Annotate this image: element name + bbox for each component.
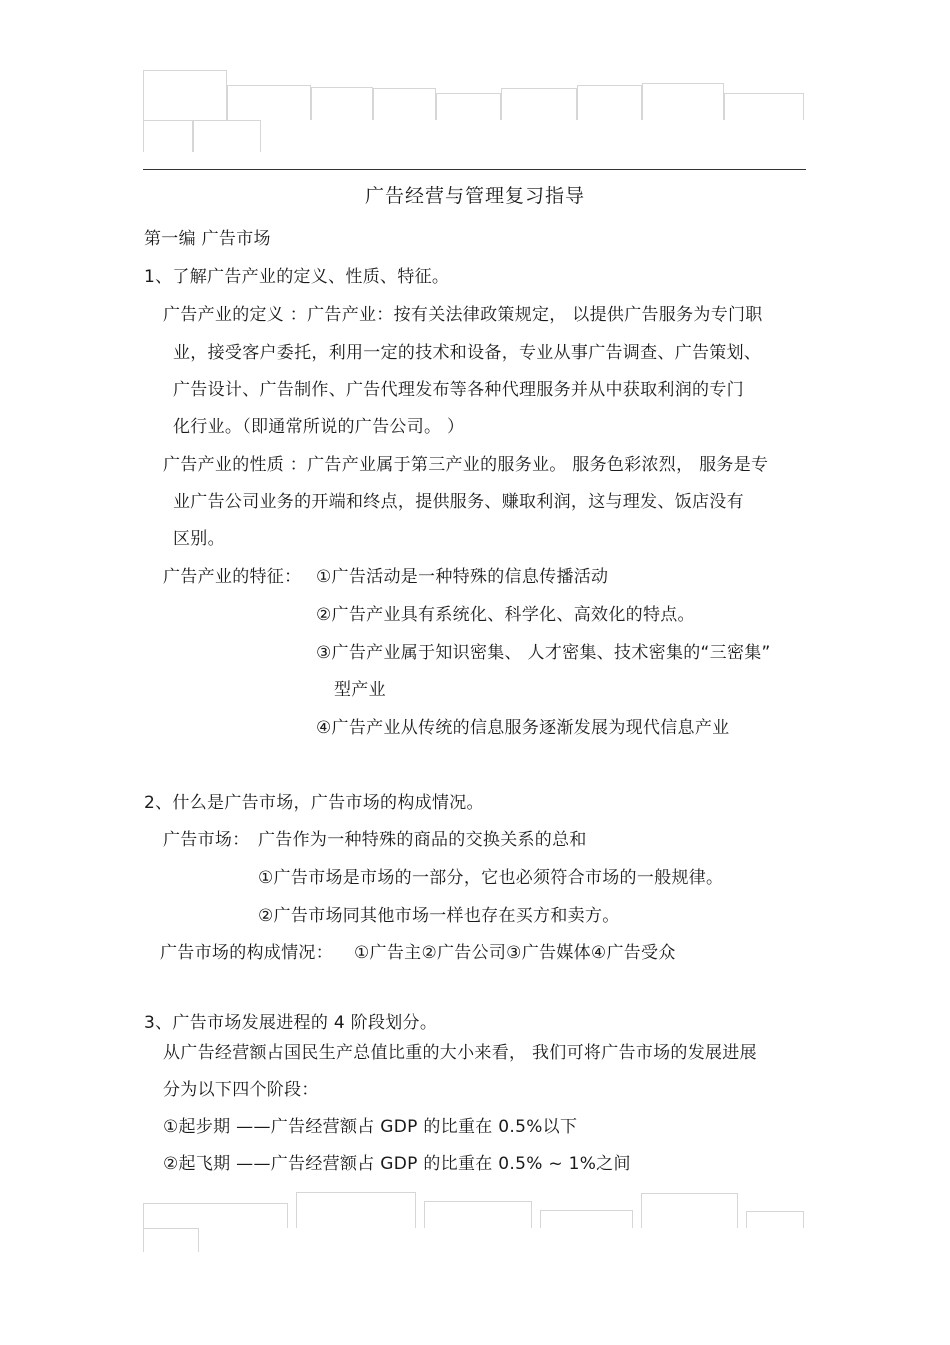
- decorative-frame: [193, 120, 261, 152]
- feature-item: ④广告产业从传统的信息服务逐渐发展为现代信息产业: [316, 718, 730, 738]
- definition-line: 广告设计、广告制作、广告代理发布等各种代理服务并从中获取利润的专门: [173, 380, 744, 400]
- decorative-frame: [311, 87, 373, 120]
- definition-line: 化行业。（即通常所说的广告公司。 ）: [173, 417, 465, 437]
- decorative-frame: [296, 1192, 416, 1228]
- composition-list: ①广告主②广告公司③广告媒体④广告受众: [354, 943, 676, 963]
- feature-item: 型产业: [334, 680, 386, 700]
- market-point: ①广告市场是市场的一部分，它也必须符合市场的一般规律。: [258, 868, 724, 888]
- question-3-heading: 3、广告市场发展进程的 4 阶段划分。: [144, 1013, 438, 1033]
- header-rule: [143, 169, 806, 170]
- nature-line: 广告产业的性质 ：广告产业属于第三产业的服务业。 服务色彩浓烈， 服务是专: [163, 455, 769, 475]
- part-heading: 第一编 广告市场: [144, 229, 271, 249]
- decorative-frame: [501, 88, 577, 120]
- decorative-frame: [540, 1210, 633, 1228]
- decorative-frame: [373, 88, 436, 120]
- market-definition: 广告作为一种特殊的商品的交换关系的总和: [258, 830, 587, 850]
- decorative-frame: [746, 1211, 804, 1228]
- question-2-heading: 2、什么是广告市场，广告市场的构成情况。: [144, 793, 484, 813]
- feature-item: ③广告产业属于知识密集、 人才密集、技术密集的“三密集”: [316, 643, 771, 663]
- features-label: 广告产业的特征：: [163, 567, 302, 587]
- stage-item: ②起飞期 ——广告经营额占 GDP 的比重在 0.5% ~ 1%之间: [163, 1154, 631, 1174]
- nature-line: 区别。: [173, 529, 225, 549]
- decorative-frame: [641, 1193, 738, 1228]
- feature-item: ②广告产业具有系统化、科学化、高效化的特点。: [316, 605, 695, 625]
- market-point: ②广告市场同其他市场一样也存在买方和卖方。: [258, 906, 620, 926]
- stage-item: ①起步期 ——广告经营额占 GDP 的比重在 0.5%以下: [163, 1117, 578, 1137]
- intro-line: 分为以下四个阶段：: [163, 1080, 319, 1100]
- document-title: 广告经营与管理复习指导: [364, 185, 585, 207]
- decorative-frame: [143, 1203, 288, 1228]
- decorative-frame: [642, 83, 724, 120]
- decorative-frame: [143, 70, 227, 120]
- composition-label: 广告市场的构成情况：: [160, 943, 333, 963]
- decorative-frame: [724, 93, 804, 120]
- definition-line: 业，接受客户委托，利用一定的技术和设备，专业从事广告调查、广告策划、: [173, 343, 762, 363]
- intro-line: 从广告经营额占国民生产总值比重的大小来看， 我们可将广告市场的发展进展: [163, 1043, 757, 1063]
- market-label: 广告市场：: [163, 830, 250, 850]
- decorative-frame: [424, 1201, 532, 1228]
- decorative-frame: [577, 85, 642, 120]
- decorative-frame: [436, 93, 501, 120]
- feature-item: ①广告活动是一种特殊的信息传播活动: [316, 567, 609, 587]
- definition-line: 广告产业的定义 ：广告产业：按有关法律政策规定， 以提供广告服务为专门职: [163, 305, 763, 325]
- decorative-frame: [227, 85, 311, 120]
- decorative-frame: [143, 1228, 199, 1252]
- question-1-heading: 1、了解广告产业的定义、性质、特征。: [144, 267, 450, 287]
- decorative-frame: [143, 120, 193, 152]
- nature-line: 业广告公司业务的开端和终点，提供服务、赚取利润，这与理发、饭店没有: [173, 492, 744, 512]
